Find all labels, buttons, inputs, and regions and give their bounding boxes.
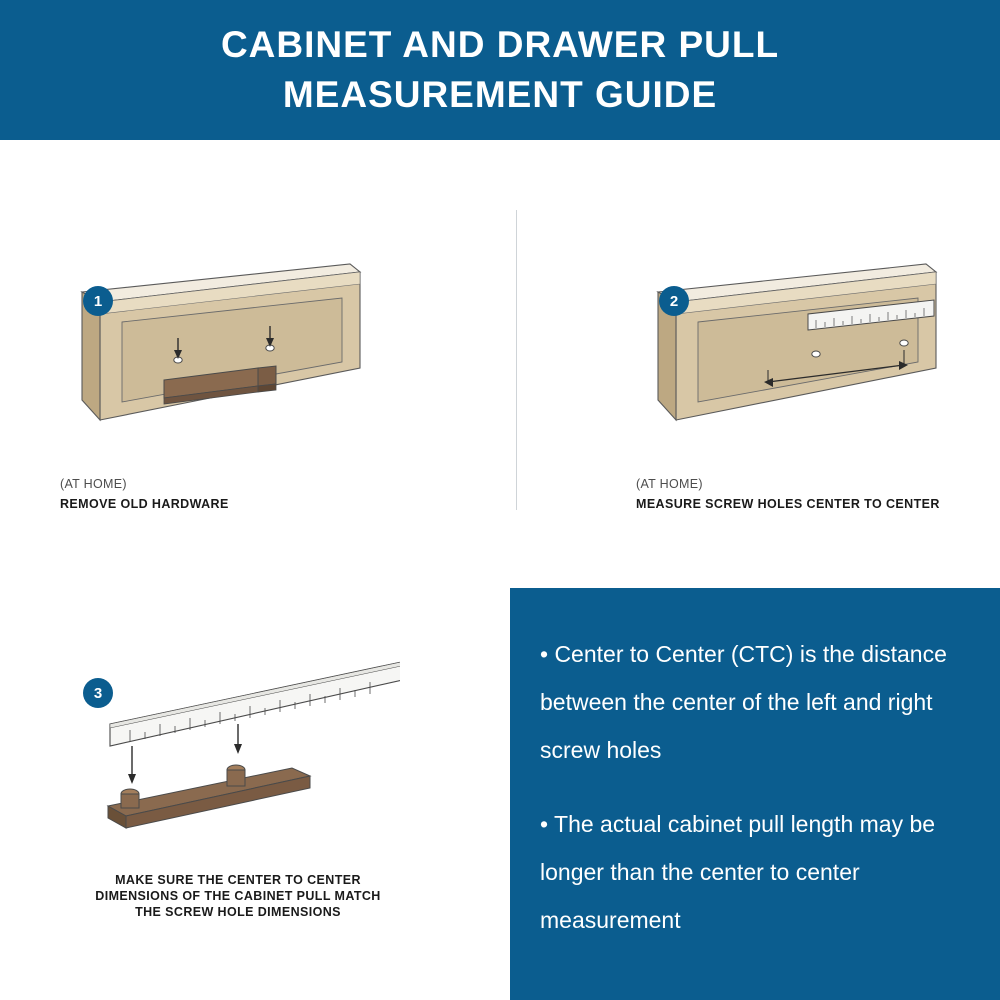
step-3	[60, 636, 480, 851]
step-3-caption-block	[88, 872, 388, 920]
step-3-badge: 3	[83, 678, 113, 708]
step-1-caption: REMOVE OLD HARDWARE	[60, 497, 229, 511]
cabinet-drawer-with-ruler-icon	[636, 250, 976, 460]
step-2-badge: 2	[659, 286, 689, 316]
page-title-line-2: MEASUREMENT GUIDE	[282, 74, 718, 115]
step-2	[636, 250, 996, 512]
step-2-caption: MEASURE SCREW HOLES CENTER TO CENTER	[636, 497, 940, 511]
step-1	[60, 250, 480, 512]
step-2-illustration	[636, 250, 996, 465]
cabinet-drawer-with-pull-icon	[60, 250, 400, 460]
pull-with-ruler-icon	[60, 636, 400, 846]
notes-panel	[510, 588, 1000, 1000]
step-2-subtitle: (AT HOME)	[636, 477, 703, 491]
step-1-badge: 1	[83, 286, 113, 316]
page-title-line-1: CABINET AND DRAWER PULL	[220, 24, 780, 65]
column-divider	[516, 210, 517, 510]
step-3-caption: MAKE SURE THE CENTER TO CENTER DIMENSIONS OF THE CABINET PULL MATCH THE SCREW HOLE DIMENSIONS	[95, 873, 381, 919]
page-header	[0, 0, 1000, 140]
step-3-illustration	[60, 636, 480, 851]
step-1-illustration	[60, 250, 480, 465]
step-1-subtitle: (AT HOME)	[60, 477, 127, 491]
note-item-1: • Center to Center (CTC) is the distance between the center of the left and right screw holes	[540, 641, 947, 763]
note-item-2: • The actual cabinet pull length may be longer than the center to center measurement	[540, 811, 936, 933]
